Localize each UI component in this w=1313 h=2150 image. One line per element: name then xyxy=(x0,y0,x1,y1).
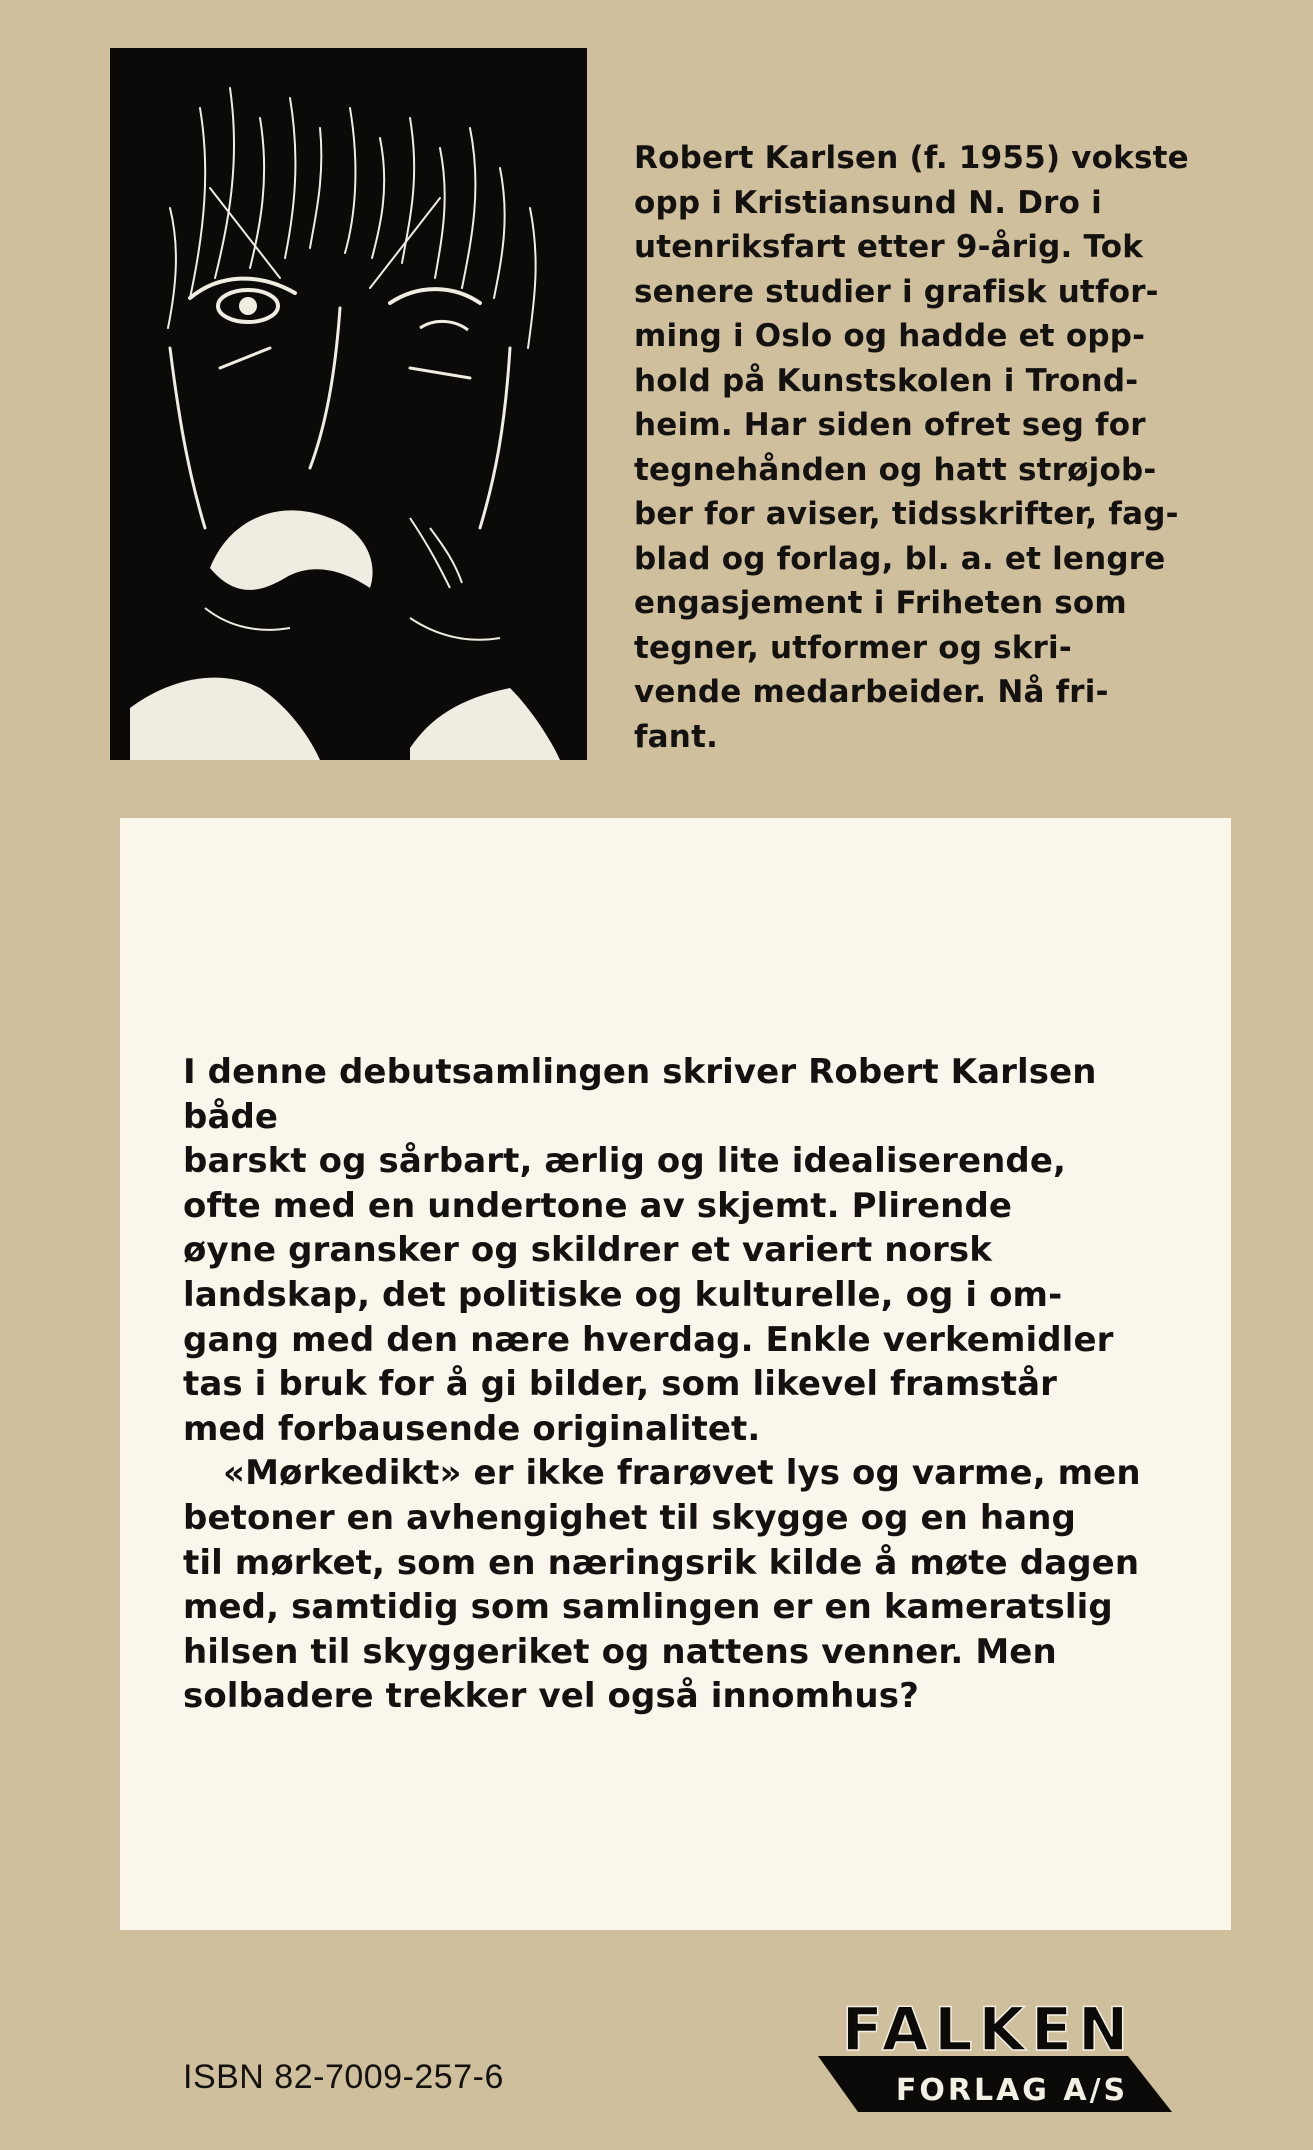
blurb-text xyxy=(183,1050,1193,1719)
blurb-paragraph-2: «Mørkedikt» er ikke frarøvet lys og varme, men betoner en avhengighet til skygge og en hang til mørket, som en næringsrik kilde å møte dagen med, samtidig som samlingen er en kameratslig hilsen til skyggeriket og nattens venner. Men solbadere trekker vel også innomhus? xyxy=(183,1453,1141,1717)
isbn: ISBN 82-7009-257-6 xyxy=(183,2058,504,2096)
publisher-logo xyxy=(800,1994,1180,2124)
author-bio: Robert Karlsen (f. 1955) vokste opp i Kristiansund N. Dro i utenriksfart etter 9-årig. Tok senere studier i grafisk utfor- ming i Oslo og hadde et opp- hold på Kunstskolen i Trond- heim. Har siden ofret seg for tegnehånden og hatt strøjob- ber for aviser, tidsskrifter, fag- blad og forlag, bl. a. et lengre engasjement i Friheten som tegner, utformer og skri- vende medarbeider. Nå fri- fant. xyxy=(634,140,1189,755)
logo-line1: FALKEN xyxy=(841,1995,1135,2065)
blurb-paragraph-1: I denne debutsamlingen skriver Robert Karlsen både barskt og sårbart, ærlig og lite idealiserende, ofte med en undertone av skjemt. Plirende øyne gransker og skildrer et variert norsk landskap, det politiske og kulturelle, og i om- gang med den nære hverdag. Enkle verkemidler tas i bruk for å gi bilder, som likevel framstår med forbausende originalitet. xyxy=(183,1052,1114,1449)
logo-line2: FORLAG A/S xyxy=(895,2073,1129,2108)
author-portrait xyxy=(110,48,587,760)
